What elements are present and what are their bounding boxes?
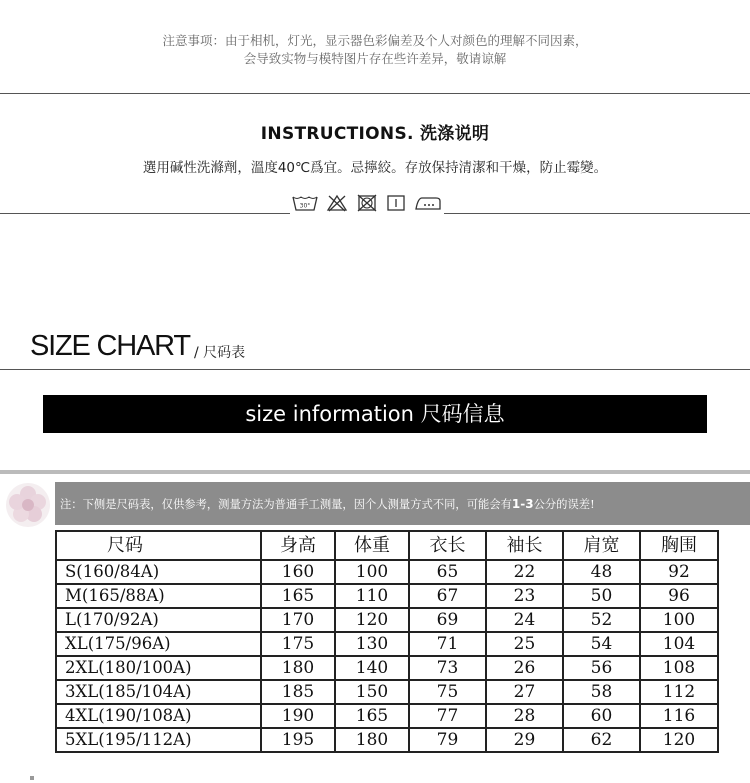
cell-chest: 120 <box>640 728 718 752</box>
cell-shoulder: 62 <box>563 728 640 752</box>
cell-chest: 108 <box>640 656 718 680</box>
cell-height: 170 <box>261 608 335 632</box>
cell-chest: 104 <box>640 632 718 656</box>
cell-chest: 100 <box>640 608 718 632</box>
cell-size: 4XL(190/108A) <box>56 704 261 728</box>
table-row <box>56 728 718 752</box>
size-chart-title: SIZE CHART <box>30 330 190 362</box>
cell-weight: 110 <box>335 584 409 608</box>
header-chest: 胸围 <box>640 531 718 560</box>
instructions-text: 選用碱性洗滌劑，溫度40℃爲宜。忌擰絞。存放保持清潔和干燥，防止霉變。 <box>142 160 608 176</box>
cell-length: 67 <box>409 584 486 608</box>
table-row <box>56 680 718 704</box>
cell-chest: 92 <box>640 560 718 584</box>
cell-height: 180 <box>261 656 335 680</box>
cell-shoulder: 50 <box>563 584 640 608</box>
flower-icon <box>4 481 52 529</box>
cell-shoulder: 56 <box>563 656 640 680</box>
table-row <box>56 608 718 632</box>
size-note-suffix: 公分的误差! <box>533 498 595 511</box>
cell-shoulder: 60 <box>563 704 640 728</box>
cell-sleeve: 26 <box>486 656 563 680</box>
cell-weight: 140 <box>335 656 409 680</box>
wash-temp-label: 30° <box>299 202 311 210</box>
header-weight: 体重 <box>335 531 409 560</box>
cell-length: 73 <box>409 656 486 680</box>
cell-size: L(170/92A) <box>56 608 261 632</box>
cell-shoulder: 48 <box>563 560 640 584</box>
header-shoulder: 肩宽 <box>563 531 640 560</box>
size-note-range: 1-3 <box>511 497 534 511</box>
size-table <box>55 530 719 753</box>
table-header-row <box>56 531 718 560</box>
cell-sleeve: 22 <box>486 560 563 584</box>
cell-size: XL(175/96A) <box>56 632 261 656</box>
table-row <box>56 584 718 608</box>
header-height: 身高 <box>261 531 335 560</box>
notice-line-1: 注意事项：由于相机，灯光，显示器色彩偏差及个人对颜色的理解不同因素， <box>162 33 588 48</box>
header-length: 衣长 <box>409 531 486 560</box>
instructions-title: INSTRUCTIONS. 洗涤说明 <box>260 124 490 144</box>
size-information-banner: size information 尺码信息 <box>43 395 707 433</box>
cell-shoulder: 54 <box>563 632 640 656</box>
size-note <box>60 496 740 512</box>
cell-height: 185 <box>261 680 335 704</box>
cell-size: 5XL(195/112A) <box>56 728 261 752</box>
cell-size: 2XL(180/100A) <box>56 656 261 680</box>
table-row <box>56 560 718 584</box>
cell-sleeve: 28 <box>486 704 563 728</box>
cell-weight: 180 <box>335 728 409 752</box>
cell-sleeve: 27 <box>486 680 563 704</box>
cell-height: 195 <box>261 728 335 752</box>
divider-top <box>0 93 750 94</box>
size-note-prefix: 注：下侧是尺码表，仅供参考，测量方法为普通手工测量，因个人测量方式不同，可能会有 <box>60 498 512 511</box>
line-dry-icon <box>386 194 406 216</box>
header-sleeve: 袖长 <box>486 531 563 560</box>
cell-height: 165 <box>261 584 335 608</box>
cell-chest: 112 <box>640 680 718 704</box>
cell-length: 75 <box>409 680 486 704</box>
cell-shoulder: 52 <box>563 608 640 632</box>
gray-separator <box>0 470 750 474</box>
cell-height: 175 <box>261 632 335 656</box>
cell-height: 190 <box>261 704 335 728</box>
cell-sleeve: 25 <box>486 632 563 656</box>
cell-sleeve: 24 <box>486 608 563 632</box>
cell-size: 3XL(185/104A) <box>56 680 261 704</box>
cell-length: 79 <box>409 728 486 752</box>
cell-weight: 100 <box>335 560 409 584</box>
divider-left <box>0 213 290 214</box>
table-row <box>56 656 718 680</box>
cell-length: 69 <box>409 608 486 632</box>
table-row <box>56 632 718 656</box>
no-tumble-dry-icon <box>356 194 378 216</box>
cell-sleeve: 29 <box>486 728 563 752</box>
care-icons <box>292 194 442 216</box>
header-size: 尺码 <box>56 531 261 560</box>
notice-line-2: 会导致实物与模特图片存在些许差异，敬请谅解 <box>243 51 507 66</box>
divider-size-chart <box>0 369 750 370</box>
cell-sleeve: 23 <box>486 584 563 608</box>
cell-weight: 150 <box>335 680 409 704</box>
cell-weight: 120 <box>335 608 409 632</box>
cell-weight: 130 <box>335 632 409 656</box>
iron-icon <box>414 194 442 216</box>
table-row <box>56 704 718 728</box>
cell-length: 71 <box>409 632 486 656</box>
wash-30-icon <box>292 194 318 216</box>
divider-right <box>444 213 750 214</box>
cell-length: 65 <box>409 560 486 584</box>
no-bleach-icon <box>326 194 348 216</box>
cell-shoulder: 58 <box>563 680 640 704</box>
cell-size: S(160/84A) <box>56 560 261 584</box>
cell-weight: 165 <box>335 704 409 728</box>
size-chart-subtitle: / 尺码表 <box>194 345 246 361</box>
cell-chest: 116 <box>640 704 718 728</box>
cell-length: 77 <box>409 704 486 728</box>
bottom-mark <box>30 776 34 780</box>
cell-chest: 96 <box>640 584 718 608</box>
cell-size: M(165/88A) <box>56 584 261 608</box>
cell-height: 160 <box>261 560 335 584</box>
